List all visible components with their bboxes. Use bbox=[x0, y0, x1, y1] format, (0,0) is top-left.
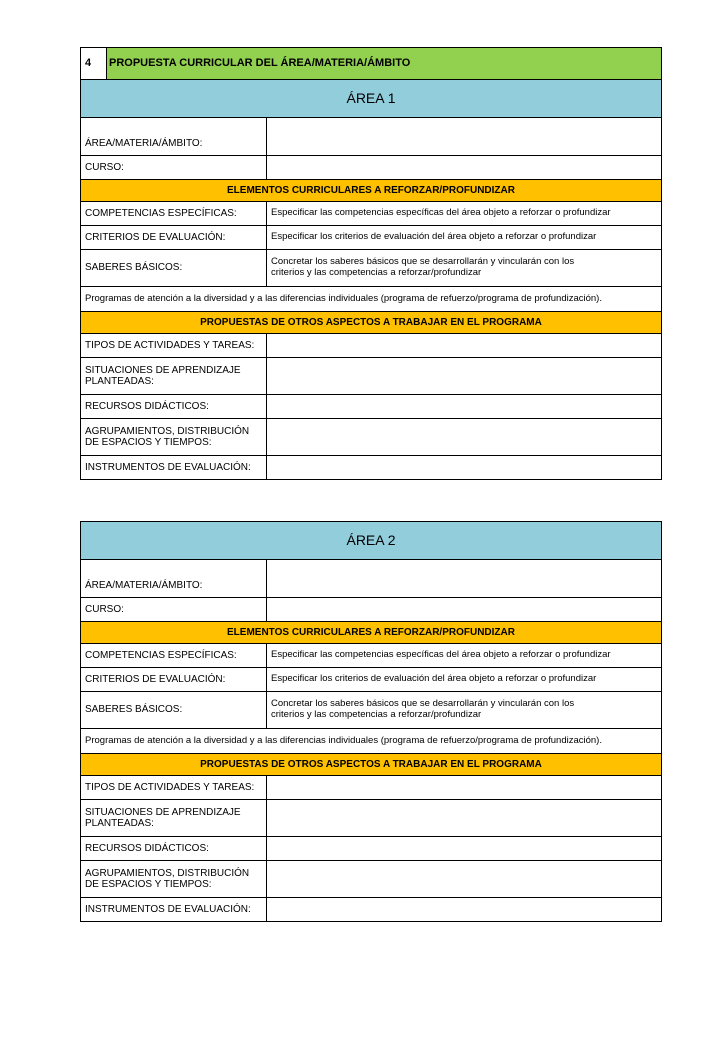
situaciones-label bbox=[81, 800, 267, 837]
curso-value[interactable] bbox=[267, 156, 662, 180]
agrupamientos-label-line-1: AGRUPAMIENTOS, DISTRIBUCIÓN bbox=[85, 867, 250, 879]
area-title: ÁREA 2 bbox=[81, 522, 662, 560]
recursos-label: RECURSOS DIDÁCTICOS: bbox=[81, 395, 267, 419]
agrupamientos-label bbox=[81, 419, 267, 456]
saberes-value-line-2: criterios y las competencias a reforzar/profundizar bbox=[271, 267, 482, 278]
curso-label: CURSO: bbox=[81, 598, 267, 622]
criterios-value[interactable]: Especificar los criterios de evaluación del área objeto a reforzar o profundizar bbox=[267, 226, 662, 250]
area-materia-label: ÁREA/MATERIA/ÁMBITO: bbox=[81, 560, 267, 598]
section-title: PROPUESTA CURRICULAR DEL ÁREA/MATERIA/ÁMBITO bbox=[107, 48, 662, 80]
section-header-elementos: ELEMENTOS CURRICULARES A REFORZAR/PROFUNDIZAR bbox=[81, 180, 662, 202]
situaciones-value[interactable] bbox=[267, 800, 662, 837]
situaciones-label-line-2: PLANTEADAS: bbox=[85, 818, 154, 829]
competencias-value[interactable]: Especificar las competencias específicas del área objeto a reforzar o profundizar bbox=[267, 644, 662, 668]
recursos-label: RECURSOS DIDÁCTICOS: bbox=[81, 837, 267, 861]
tipos-value[interactable] bbox=[267, 334, 662, 358]
recursos-value[interactable] bbox=[267, 395, 662, 419]
saberes-value[interactable] bbox=[267, 250, 662, 287]
situaciones-label-line-1: SITUACIONES DE APRENDIZAJE bbox=[85, 806, 241, 818]
agrupamientos-label bbox=[81, 861, 267, 898]
saberes-value[interactable] bbox=[267, 692, 662, 729]
agrupamientos-label-line-2: DE ESPACIOS Y TIEMPOS: bbox=[85, 437, 212, 448]
competencias-label: COMPETENCIAS ESPECÍFICAS: bbox=[81, 644, 267, 668]
curso-label: CURSO: bbox=[81, 156, 267, 180]
situaciones-value[interactable] bbox=[267, 358, 662, 395]
saberes-label: SABERES BÁSICOS: bbox=[81, 692, 267, 729]
saberes-value-line-1: Concretar los saberes básicos que se desarrollarán y vincularán con los bbox=[271, 698, 575, 710]
recursos-value[interactable] bbox=[267, 837, 662, 861]
instrumentos-label: INSTRUMENTOS DE EVALUACIÓN: bbox=[81, 456, 267, 480]
tipos-label: TIPOS DE ACTIVIDADES Y TAREAS: bbox=[81, 334, 267, 358]
section-header-propuestas: PROPUESTAS DE OTROS ASPECTOS A TRABAJAR EN EL PROGRAMA bbox=[81, 754, 662, 776]
instrumentos-label: INSTRUMENTOS DE EVALUACIÓN: bbox=[81, 898, 267, 922]
instrumentos-value[interactable] bbox=[267, 456, 662, 480]
competencias-label: COMPETENCIAS ESPECÍFICAS: bbox=[81, 202, 267, 226]
tipos-value[interactable] bbox=[267, 776, 662, 800]
competencias-value[interactable]: Especificar las competencias específicas del área objeto a reforzar o profundizar bbox=[267, 202, 662, 226]
area-title: ÁREA 1 bbox=[81, 80, 662, 118]
section-header-propuestas: PROPUESTAS DE OTROS ASPECTOS A TRABAJAR EN EL PROGRAMA bbox=[81, 312, 662, 334]
criterios-label: CRITERIOS DE EVALUACIÓN: bbox=[81, 668, 267, 692]
situaciones-label bbox=[81, 358, 267, 395]
situaciones-label-line-2: PLANTEADAS: bbox=[85, 376, 154, 387]
agrupamientos-label-line-1: AGRUPAMIENTOS, DISTRIBUCIÓN bbox=[85, 425, 250, 437]
area-2-table bbox=[80, 521, 662, 922]
section-number: 4 bbox=[81, 48, 107, 80]
area-1-table bbox=[80, 47, 662, 480]
saberes-value-line-1: Concretar los saberes básicos que se desarrollarán y vincularán con los bbox=[271, 256, 575, 268]
agrupamientos-value[interactable] bbox=[267, 419, 662, 456]
saberes-label: SABERES BÁSICOS: bbox=[81, 250, 267, 287]
programas-text: Programas de atención a la diversidad y a las diferencias individuales (programa de refuerzo/programa de profundización). bbox=[81, 729, 662, 754]
programas-text: Programas de atención a la diversidad y a las diferencias individuales (programa de refuerzo/programa de profundización). bbox=[81, 287, 662, 312]
section-header-elementos: ELEMENTOS CURRICULARES A REFORZAR/PROFUNDIZAR bbox=[81, 622, 662, 644]
area-materia-value[interactable] bbox=[267, 560, 662, 598]
saberes-value-line-2: criterios y las competencias a reforzar/profundizar bbox=[271, 709, 482, 720]
agrupamientos-label-line-2: DE ESPACIOS Y TIEMPOS: bbox=[85, 879, 212, 890]
criterios-label: CRITERIOS DE EVALUACIÓN: bbox=[81, 226, 267, 250]
agrupamientos-value[interactable] bbox=[267, 861, 662, 898]
situaciones-label-line-1: SITUACIONES DE APRENDIZAJE bbox=[85, 364, 241, 376]
curso-value[interactable] bbox=[267, 598, 662, 622]
area-materia-label: ÁREA/MATERIA/ÁMBITO: bbox=[81, 118, 267, 156]
tipos-label: TIPOS DE ACTIVIDADES Y TAREAS: bbox=[81, 776, 267, 800]
area-materia-value[interactable] bbox=[267, 118, 662, 156]
instrumentos-value[interactable] bbox=[267, 898, 662, 922]
criterios-value[interactable]: Especificar los criterios de evaluación del área objeto a reforzar o profundizar bbox=[267, 668, 662, 692]
